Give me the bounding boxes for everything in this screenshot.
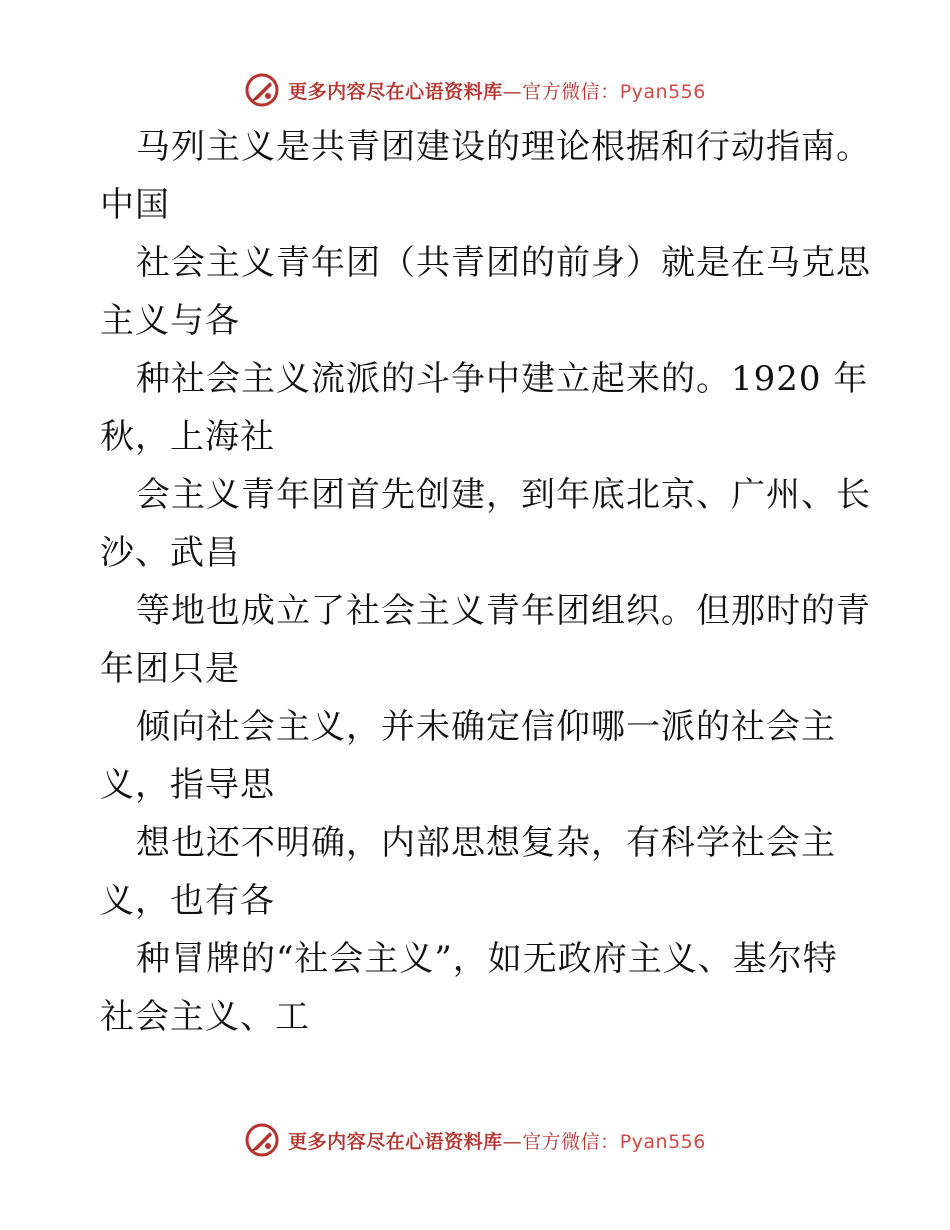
text-line: 种社会主义流派的斗争中建立起来的。1920 年 xyxy=(136,359,869,399)
text-line: 义，也有各 xyxy=(100,881,275,921)
document-body xyxy=(100,118,871,1046)
quill-pen-logo-icon xyxy=(244,72,280,108)
banner-dash: — xyxy=(502,80,523,103)
text-line: 秋，上海社 xyxy=(100,417,275,457)
text-line: 年团只是 xyxy=(100,649,240,689)
text-line: 倾向社会主义，并未确定信仰哪一派的社会主 xyxy=(136,707,836,747)
quill-pen-logo-icon xyxy=(244,1122,280,1158)
text-line: 中国 xyxy=(100,185,170,225)
text-line: 社会主义、工 xyxy=(100,997,310,1037)
text-line: 等地也成立了社会主义青年团组织。但那时的青 xyxy=(136,591,871,631)
text-line: 马列主义是共青团建设的理论根据和行动指南。 xyxy=(136,127,871,167)
text-line: 社会主义青年团（共青团的前身）就是在马克思 xyxy=(136,243,871,283)
banner-text xyxy=(288,1127,706,1154)
text-line: 沙、武昌 xyxy=(100,533,240,573)
text-line: 会主义青年团首先创建，到年底北京、广州、长 xyxy=(136,475,871,515)
banner-site-name: 更多内容尽在心语资料库 xyxy=(288,1130,503,1153)
banner-dash: — xyxy=(502,1130,523,1153)
banner-text xyxy=(288,77,706,104)
banner-wechat-id: Pyan556 xyxy=(619,80,706,103)
header-banner xyxy=(0,68,950,112)
text-line: 种冒牌的“社会主义”，如无政府主义、基尔特 xyxy=(136,939,838,979)
banner-wechat-label: 官方微信： xyxy=(522,80,620,103)
text-line: 想也还不明确，内部思想复杂，有科学社会主 xyxy=(136,823,836,863)
banner-wechat-id: Pyan556 xyxy=(619,1130,706,1153)
footer-banner xyxy=(0,1118,950,1162)
banner-wechat-label: 官方微信： xyxy=(522,1130,620,1153)
text-line: 义，指导思 xyxy=(100,765,275,805)
banner-site-name: 更多内容尽在心语资料库 xyxy=(288,80,503,103)
text-line: 主义与各 xyxy=(100,301,240,341)
